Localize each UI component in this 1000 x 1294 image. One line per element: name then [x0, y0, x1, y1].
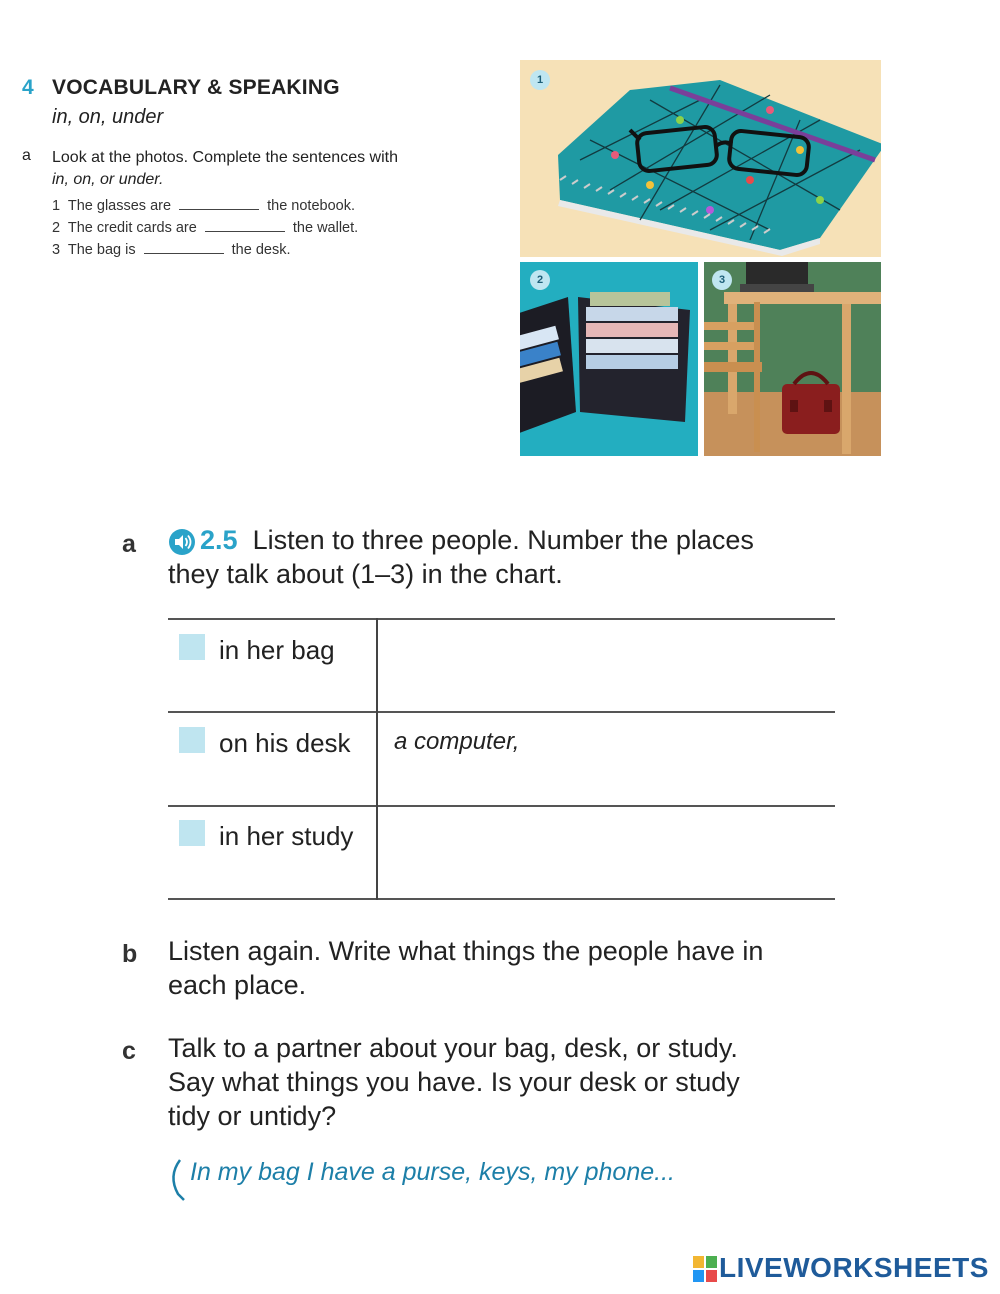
audio-track-number: 2.5 — [200, 525, 238, 555]
answer-blank-1[interactable] — [179, 197, 259, 210]
number-box-1[interactable] — [179, 634, 205, 660]
chart-rule — [168, 711, 835, 713]
exercise-letter: b — [122, 940, 138, 968]
chart-place: in her bag — [219, 635, 335, 665]
notebook-illustration — [520, 60, 881, 257]
section-subtitle: in, on, under — [52, 106, 164, 128]
section-number: 4 — [22, 76, 34, 99]
listening-instruction: 2.5 Listen to three people. Number the places they talk about (1–3) in the chart. — [168, 525, 754, 589]
wallet-illustration — [520, 262, 698, 456]
exercise-c-instruction: Talk to a partner about your bag, desk, or study. Say what things you have. Is your desk or study tidy or untidy? — [168, 1033, 740, 1131]
chart-rule — [168, 805, 835, 807]
example-speech: In my bag I have a purse, keys, my phone... — [190, 1158, 675, 1186]
exercise-letter: c — [122, 1037, 136, 1065]
audio-speaker-icon[interactable] — [168, 528, 196, 556]
chart-divider — [376, 618, 378, 900]
number-box-3[interactable] — [179, 820, 205, 846]
sentence-2: 2 The credit cards are the wallet. — [52, 220, 359, 236]
chart-place: on his desk — [219, 728, 351, 758]
photo-number-badge: 3 — [712, 270, 732, 290]
photo-notebook — [520, 60, 881, 257]
answer-blank-3[interactable] — [144, 241, 224, 254]
photo-desk — [704, 262, 881, 456]
exercise-letter: a — [122, 530, 136, 558]
chart-things[interactable]: a computer, — [394, 728, 520, 755]
liveworksheets-brand[interactable]: LIVEWORKSHEETS — [719, 1252, 989, 1283]
chart-rule — [168, 898, 835, 900]
sentence-3: 3 The bag is the desk. — [52, 242, 291, 258]
desk-illustration — [704, 262, 881, 456]
exercise-instruction: Look at the photos. Complete the sentences with in, on, or under. — [52, 149, 398, 188]
speech-bracket-icon — [166, 1156, 190, 1202]
photo-wallet — [520, 262, 698, 456]
sentence-1: 1 The glasses are the notebook. — [52, 198, 355, 214]
places-chart — [168, 618, 835, 900]
photo-number-badge: 1 — [530, 70, 550, 90]
photo-number-badge: 2 — [530, 270, 550, 290]
chart-place: in her study — [219, 821, 354, 851]
chart-rule — [168, 618, 835, 620]
section-title: VOCABULARY & SPEAKING — [52, 76, 340, 99]
exercise-b-instruction: Listen again. Write what things the people have in each place. — [168, 936, 764, 1000]
number-box-2[interactable] — [179, 727, 205, 753]
liveworksheets-logo-icon — [693, 1256, 717, 1282]
exercise-letter: a — [22, 147, 31, 164]
answer-blank-2[interactable] — [205, 219, 285, 232]
